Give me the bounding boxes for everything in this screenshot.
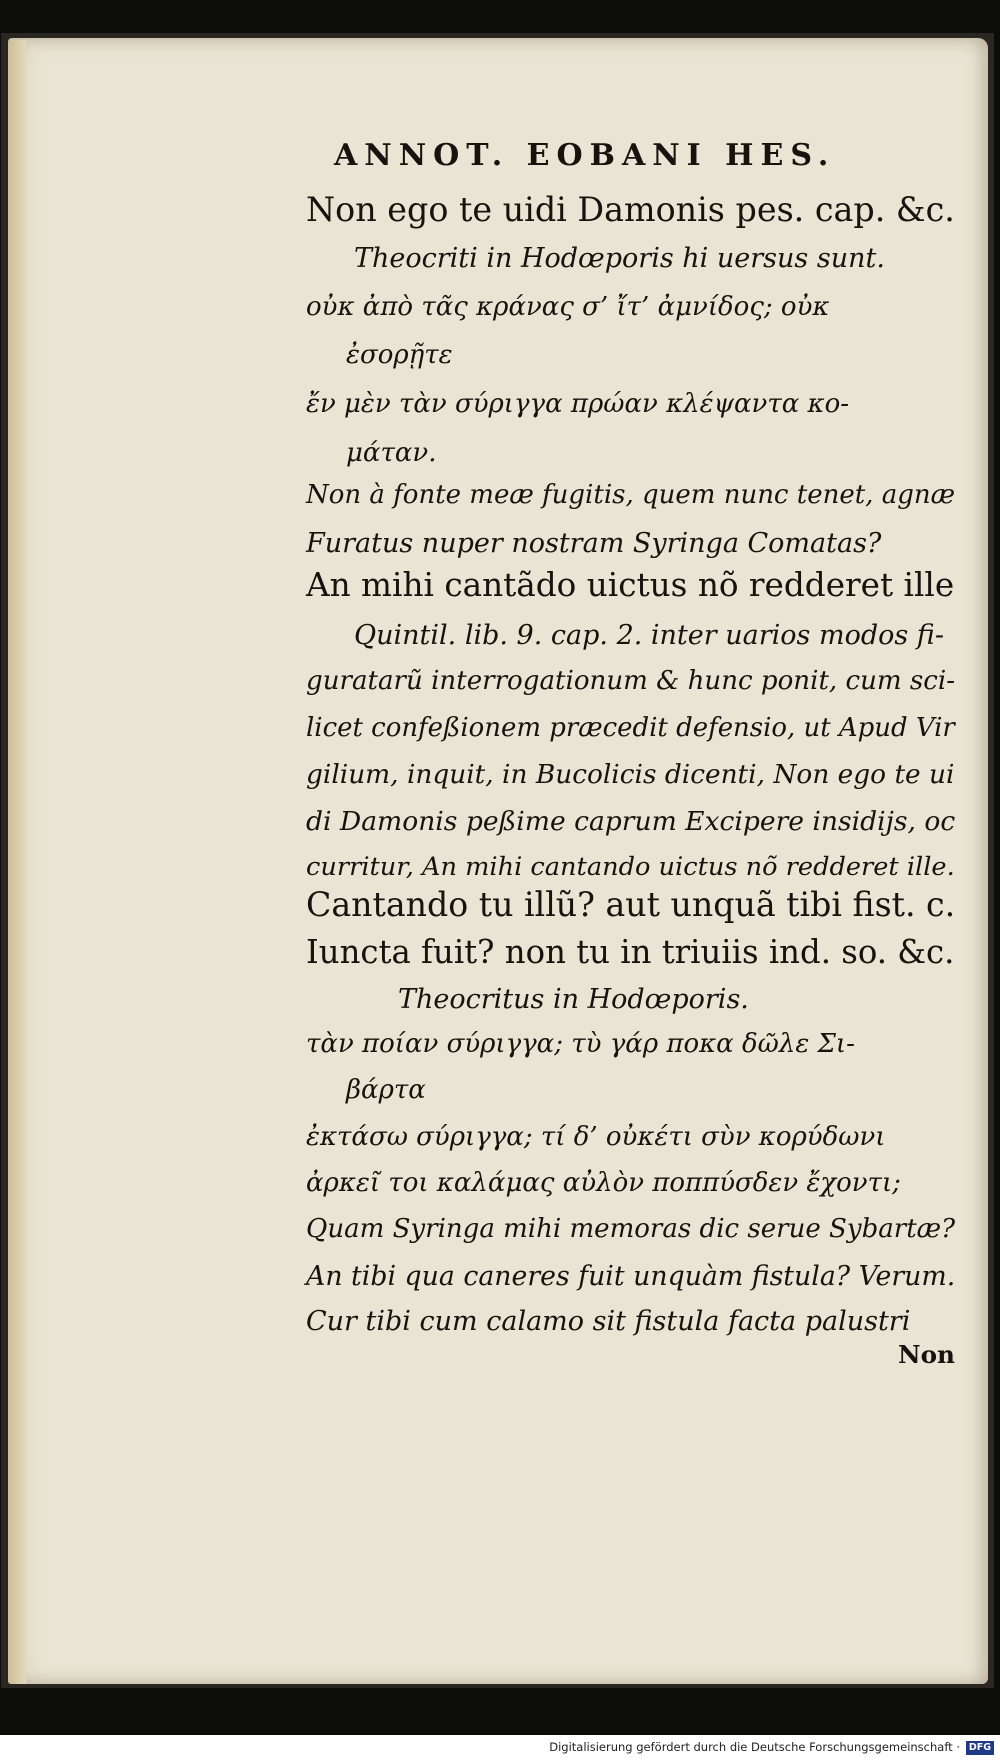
text-line: μάταν. xyxy=(346,438,437,468)
text-line: τὰν ποίαν σύριγγα; τὺ γάρ ποκα δῶλε Σι- xyxy=(306,1029,855,1059)
text-line: ἔν μὲν τὰν σύριγγα πρώαν κλέψαντα κο- xyxy=(306,389,850,419)
dfg-logo: DFG xyxy=(966,1741,994,1755)
text-line: Quintil. lib. 9. cap. 2. inter uarios modos fi- xyxy=(354,620,944,651)
text-line: Non ego te uidi Damonis pes. cap. &c. xyxy=(306,190,955,229)
text-line: licet confeßionem præcedit defensio, ut Apud Vir xyxy=(306,713,955,743)
text-line: Iuncta fuit? non tu in triuiis ind. so. &c. xyxy=(306,933,955,971)
text-line: βάρτα xyxy=(346,1075,426,1105)
text-line: Quam Syringa mihi memoras dic serue Sybartæ? xyxy=(306,1214,956,1244)
text-line: An mihi cantãdo uictus nõ redderet ille xyxy=(306,566,955,604)
text-line: ἐσορῇτε xyxy=(346,340,453,370)
text-line: Cantando tu illũ? aut unquã tibi fist. c. xyxy=(306,885,956,924)
text-line: Furatus nuper nostram Syringa Comatas? xyxy=(306,528,882,559)
text-line: curritur, An mihi cantando uictus nõ redderet ille. xyxy=(306,852,955,882)
text-line: Cur tibi cum calamo sit fistula facta palustri xyxy=(306,1306,911,1337)
text-line: guratarũ interrogationum & hunc ponit, cum sci- xyxy=(306,666,956,696)
text-line: gilium, inquit, in Bucolicis dicenti, Non ego te ui xyxy=(306,760,955,790)
text-line: Theocriti in Hodœporis hi uersus sunt. xyxy=(354,243,885,274)
text-line: ἀρκεῖ τοι καλάμας αὐλὸν ποππύσδεν ἔχοντι; xyxy=(306,1168,901,1198)
text-line: οὐκ ἀπὸ τᾶς κράνας σ’ ἴτ’ ἀμνίδος; οὐκ xyxy=(306,292,830,322)
catchword: Non xyxy=(898,1340,955,1369)
text-line: ἐκτάσω σύριγγα; τί δ’ οὐκέτι σὺν κορύδωνι xyxy=(306,1122,886,1152)
text-line: Non à fonte meæ fugitis, quem nunc tenet, agnæ xyxy=(306,480,956,510)
text-line: di Damonis peßime caprum Excipere insidijs, oc xyxy=(306,806,956,837)
text-line: Theocritus in Hodœporis. xyxy=(398,984,749,1015)
text-line: An tibi qua caneres fuit unquàm fistula? Verum. xyxy=(306,1261,956,1292)
funding-credit: Digitalisierung gefördert durch die Deutsche Forschungsgemeinschaft · xyxy=(549,1740,960,1754)
running-header: ANNOT. EOBANI HES. xyxy=(334,138,836,173)
